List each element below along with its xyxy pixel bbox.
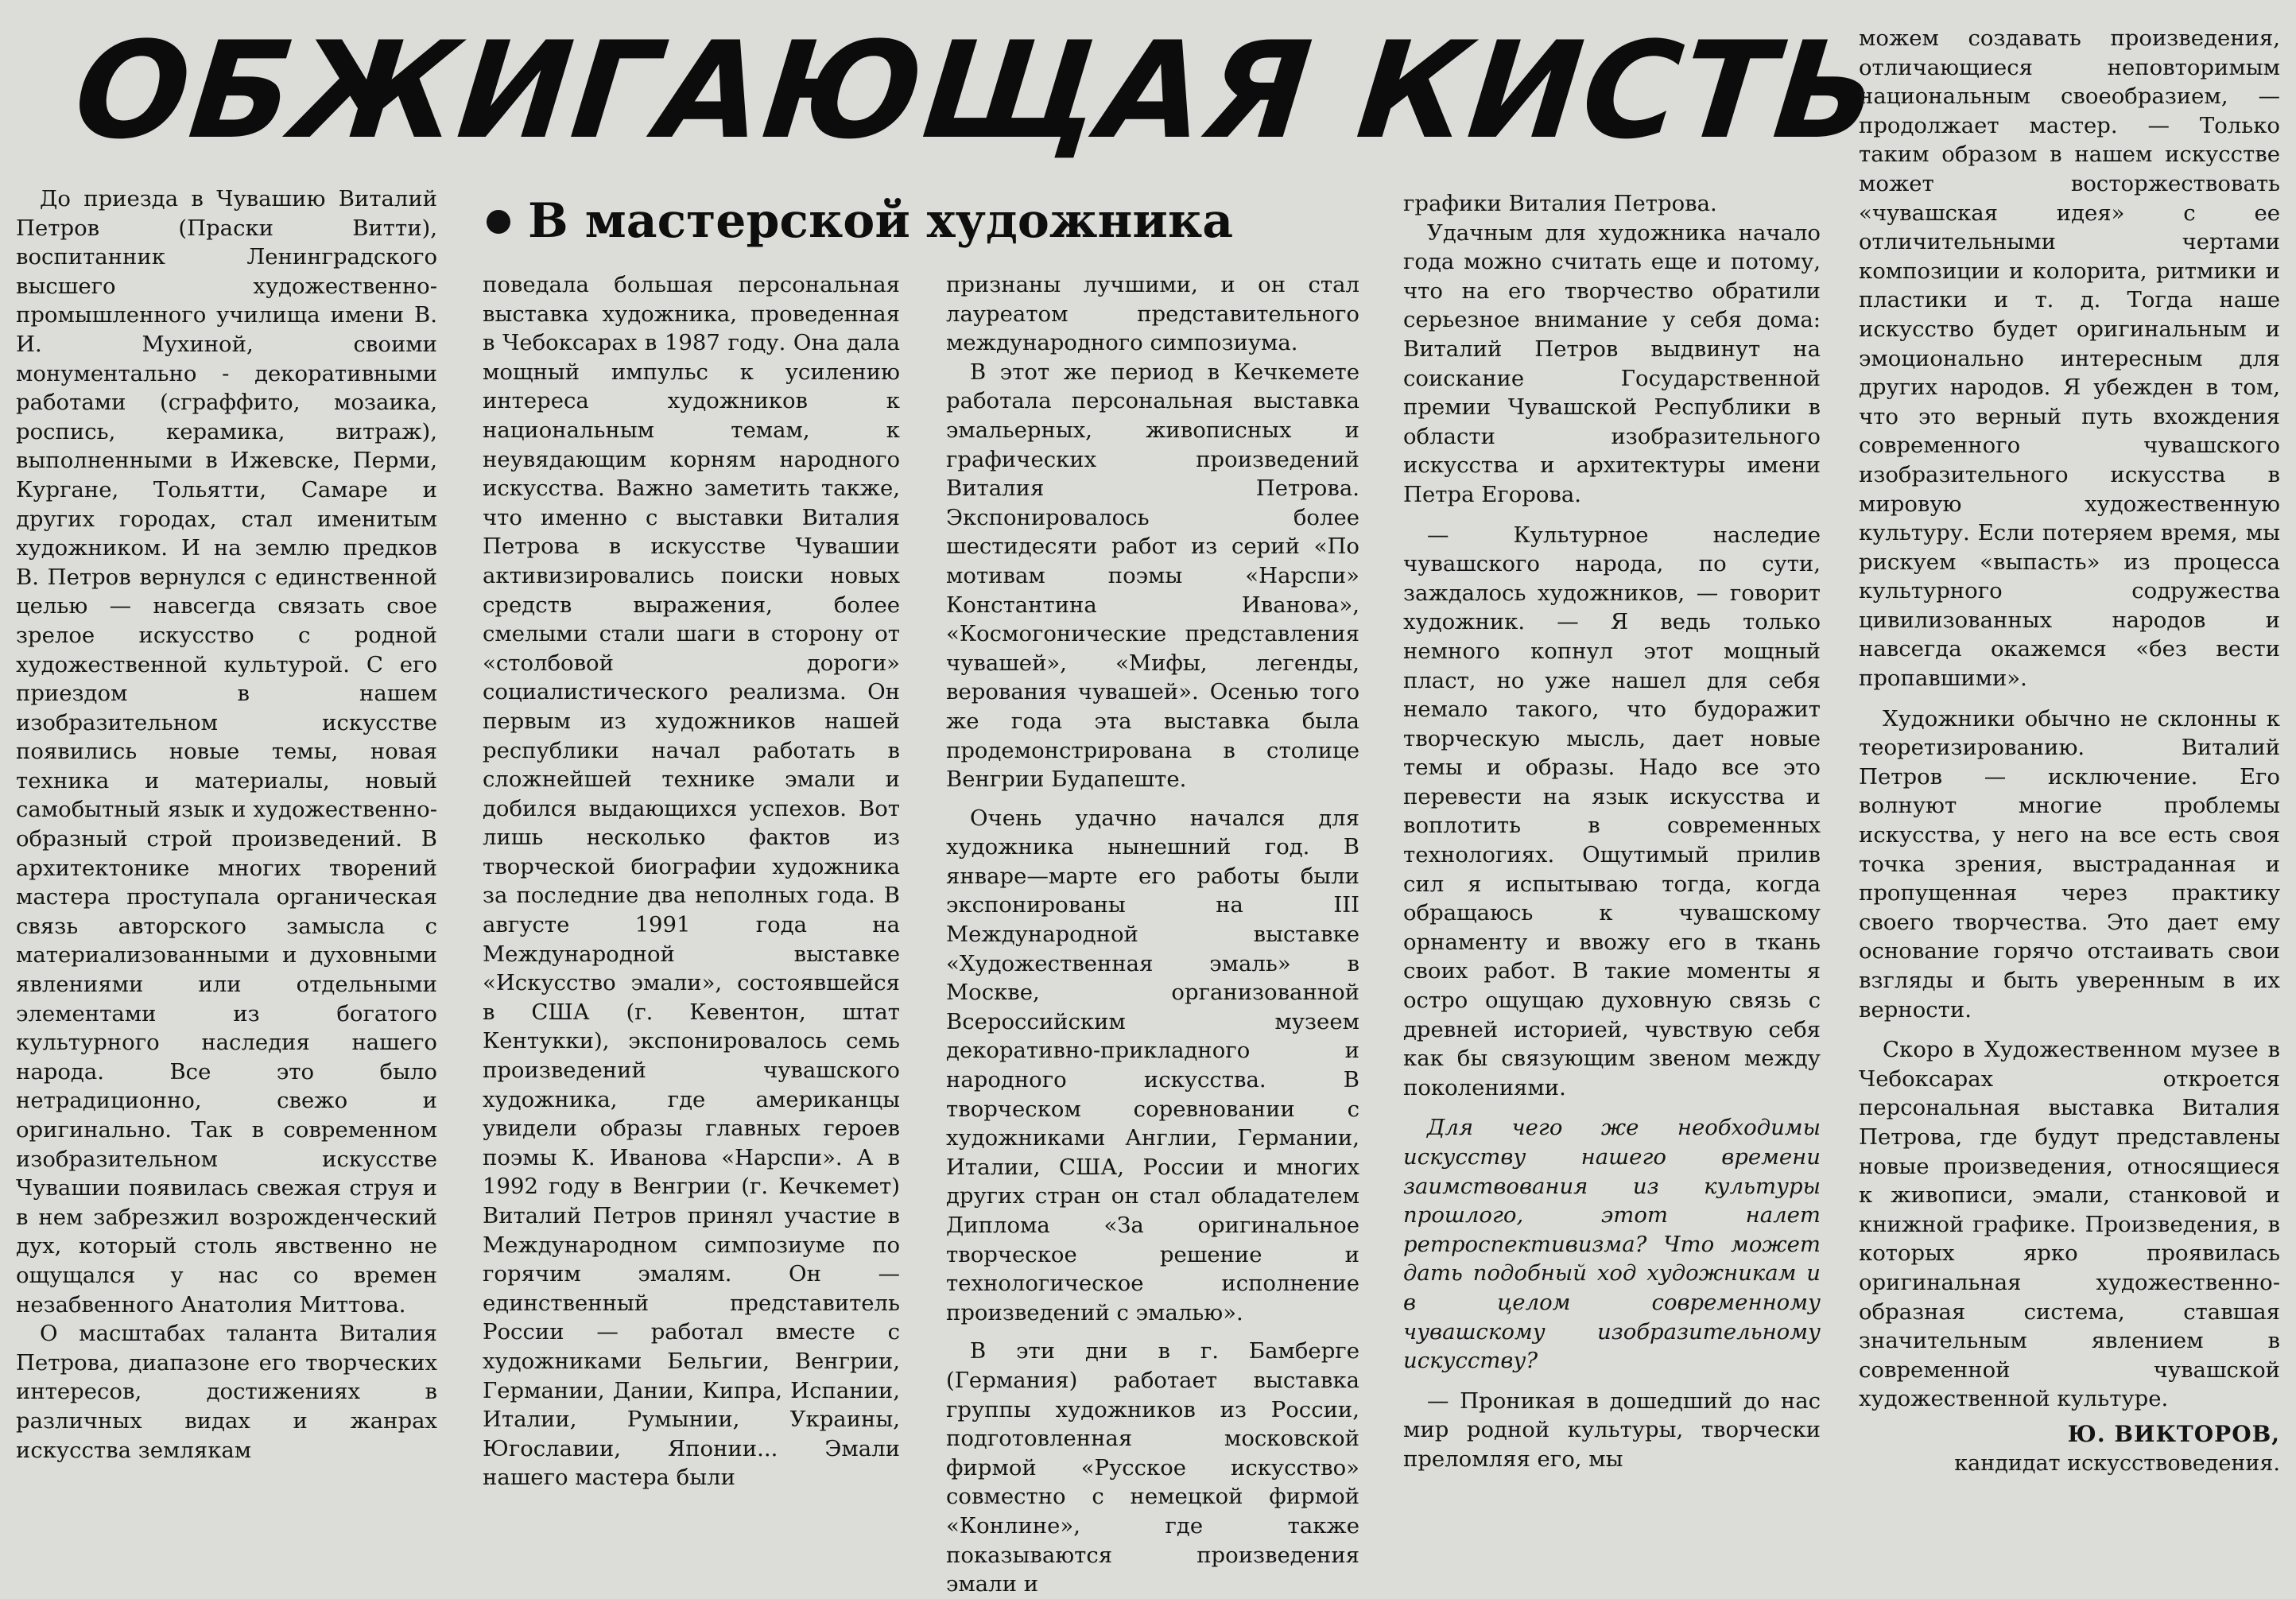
paragraph: В эти дни в г. Бамберге (Германия) работает выставка группы художников из России, подготовленная московской фирмой «Русское искусство» совместно с немецкой фирмой «Конлине», где также показываются произведения эмали и: [946, 1338, 1359, 1597]
paragraph: можем создавать произведения, отличающиеся неповторимым национальным своеобразием, — продолжает мастер. — Только таким образом в нашем искусстве может восторжествовать «чувашская идея» с ее отличительными чертами композиции и колорита, ритмики и пластики и т. д. Тогда наше искусство будет оригинальным и эмоционально интересным для других народов. Я убежден в том, что это верный путь вхождения современного чувашского изобразительного искусства в мировую художественную культуру. Если потеряем время, мы рискуем «выпасть» из процесса культурного содружества цивилизованных народов и навсегда окажемся «без вести пропавшими».: [1859, 25, 2280, 692]
paragraph: поведала большая персональная выставка художника, проведенная в Чебоксарах в 1987 году. Она дала мощный импульс к усилению интереса художников к национальным темам, к неувядающим корням народного искусства. Важно заметить также, что именно с выставки Виталия Петрова в искусстве Чувашии активизировались поиски новых средств выражения, более смелыми стали шаги в сторону от «столбовой дороги» социалистического реализма. Он первым из художников нашей республики начал работать в сложнейшей технике эмали и добился выдающихся успехов. Вот лишь несколько фактов из творческой биографии художника за последние два неполных года. В августе 1991 года на Международной выставке «Искусство эмали», состоявшейся в США (г. Кевентон, штат Кентукки), экспонировалось семь произведений чувашского художника, где американцы увидели образы главных героев поэмы К. Иванова «Нарспи». А в 1992 году в Венгрии (г. Кечкемет) Виталий Петров принял участие в Международном симпозиуме по горячим эмалям. Он — единственный представитель России — работал вместе с художниками Бельгии, Венгрии, Германии, Дании, Кипра, Испании, Италии, Румынии, Украины, Югославии, Японии... Эмали нашего мастера были: [483, 272, 900, 1491]
paragraph: До приезда в Чувашию Виталий Петров (Праски Витти), воспитанник Ленинградского высшего художественно-промышленного училища имени В. И. Мухиной, своими монументально - декоративными работами (сграффито, мозаика, роспись, керамика, витраж), выполненными в Ижевске, Перми, Кургане, Тольятти, Самаре и других городах, стал именитым художником. И на землю предков В. Петров вернулся с единственной целью — навсегда связать свое зрелое искусство с родной художественной культурой. С его приездом в нашем изобразительном искусстве появились новые темы, новая техника и материалы, новый самобытный язык и художественно-образный строй произведений. В архитектонике многих творений мастера проступала органическая связь авторского замысла с материализованными и духовными явлениями или отдельными элементами из богатого культурного наследия нашего народа. Все это было нетрадиционно, свежо и оригинально. Так в современном изобразительном искусстве Чувашии появилась свежая струя и в нем забрезжил возрожденческий дух, который столь явственно не ощущался у нас со времен незабвенного Анатолия Миттова.: [16, 186, 437, 1318]
headline: ОБЖИГАЮЩАЯ КИСТЬ: [68, 13, 1887, 169]
paragraph: — Проникая в дошедший до нас мир родной культуры, творчески преломляя его, мы: [1403, 1387, 1821, 1472]
subheadline: [487, 189, 1369, 253]
paragraph: Скоро в Художественном музее в Чебоксарах откроется персональная выставка Виталия Петрова, где будут представлены новые произведения, относящиеся к живописи, эмали, станковой и книжной графике. Произведения, в которых ярко проявилась оригинальная художественно-образная система, ставшая значительным явлением в современной чувашской художественной культуре.: [1859, 1037, 2280, 1412]
paragraph: признаны лучшими, и он стал лауреатом представительного международного симпозиума.: [946, 272, 1359, 356]
paragraph: Очень удачно начался для художника нынешний год. В январе—марте его работы были экспонированы на III Международной выставке «Художественная эмаль» в Москве, организованной Всероссийским музеем декоративно-прикладного и народного искусства. В творческом соревновании с художниками Англии, Германии, Италии, США, России и многих других стран он стал обладателем Диплома «За оригинальное творческое решение и технологическое исполнение произведений с эмалью».: [946, 805, 1359, 1325]
paragraph: Художники обычно не склонны к теоретизированию. Виталий Петров — исключение. Его волнуют многие проблемы искусства, у него на все есть своя точка зрения, выстраданная и пропущенная через практику своего творчества. Это дает ему основание горячо отстаивать свои взгляды и быть уверенным в их верности.: [1859, 705, 2280, 1023]
paragraph: Удачным для художника начало года можно считать еще и потому, что на его творчество обратили серьезное внимание у себя дома: Виталий Петров выдвинут на соискание Государственной премии Чувашской Республики в области изобразительного искусства и архитектуры имени Петра Егорова.: [1403, 219, 1821, 507]
author-credential: кандидат искусствоведения.: [1954, 1450, 2280, 1476]
article-column-3: [946, 270, 1359, 1597]
paragraph: — Культурное наследие чувашского народа, по сути, заждалось художников, — говорит художник. — Я ведь только немного копнул этот мощный пласт, но уже нашел для себя немало такого, что будоражит творческую мысль, дает новые темы и образы. Надо все это перевести на язык искусства и воплотить в современных технологиях. Ощутимый прилив сил я испытываю тогда, когда обращаюсь к чувашскому орнаменту и ввожу его в ткань своих работ. В такие моменты я остро ощущаю духовную связь с древней историей, чувствую себя как бы связующим звеном между поколениями.: [1403, 522, 1821, 1100]
article-column-1: [16, 184, 437, 1496]
paragraph: графики Виталия Петрова.: [1403, 191, 1717, 216]
subheadline-text: В мастерской художника: [528, 193, 1234, 249]
author-signature: Ю. ВИКТОРОВ,: [2067, 1420, 2280, 1447]
bullet-icon: [487, 210, 510, 234]
article-column-2: [483, 270, 900, 1495]
paragraph: О масштабах таланта Виталия Петрова, диапазоне его творческих интересов, достижениях в различных видах и жанрах искусства землякам: [16, 1321, 437, 1463]
article-column-5: [1859, 24, 2280, 1499]
article-column-4: [1403, 189, 1821, 1497]
paragraph: В этот же период в Кечкемете работала персональная выставка эмальерных, живописных и графических произведений Виталия Петрова. Экспонировалось более шестидесяти работ из серий «По мотивам поэмы «Нарспи» Константина Иванова», «Космогонические представления чувашей», «Мифы, легенды, верования чувашей». Осенью того же года эта выставка была продемонстрирована в столице Венгрии Будапеште.: [946, 359, 1359, 793]
question-paragraph: Для чего же необходимы искусству нашего времени заимствования из культуры прошлого, этот налет ретроспективизма? Что может дать подобный ход художникам и в целом современному чувашскому изобразительному искусству?: [1403, 1115, 1821, 1374]
